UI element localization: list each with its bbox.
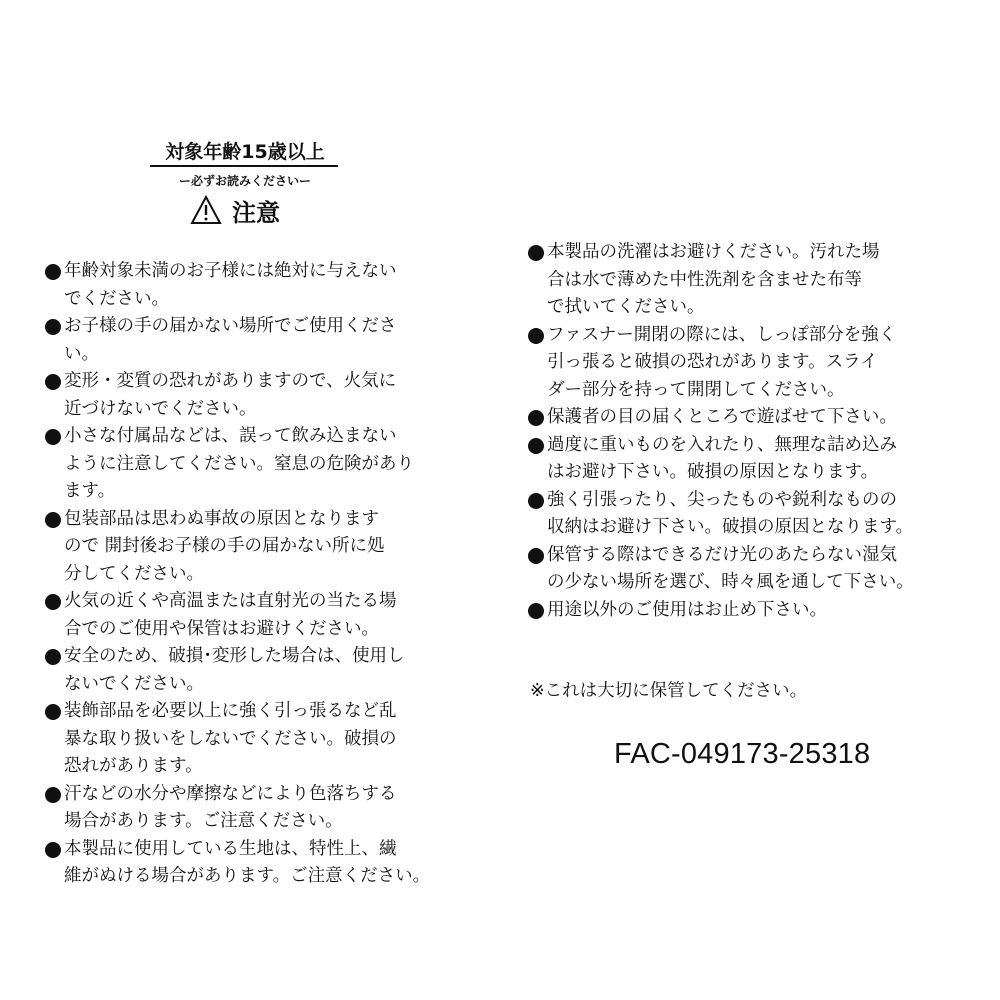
bullet-icon [45, 842, 61, 858]
warning-item: 本製品に使用している生地は、特性上、繊 維がぬける場合があります。ご注意ください。 [45, 836, 485, 891]
bullet-icon [45, 319, 61, 335]
bullet-icon [528, 548, 544, 564]
bullet-icon [528, 410, 544, 426]
warning-item: 包装部品は思わぬ事故の原因となります ので 開封後お子様の手の届かない所に処 分してください。 [45, 506, 485, 589]
warning-item: 安全のため、破損･変形した場合は、使用し ないでください。 [45, 643, 485, 698]
warning-item: 変形・変質の恐れがありますので、火気に 近づけないでください。 [45, 368, 485, 423]
age-title: 対象年齢15歳以上 [165, 141, 325, 163]
bullet-icon [45, 512, 61, 528]
warning-item: 火気の近くや高温または直射光の当たる場 合でのご使用や保管はお避けください。 [45, 588, 485, 643]
bullet-icon [45, 594, 61, 610]
bullet-icon [45, 264, 61, 280]
warning-item: 年齢対象未満のお子様には絶対に与えない でください。 [45, 258, 485, 313]
bullet-icon [528, 603, 544, 619]
bullet-icon [528, 245, 544, 261]
warning-item: 本製品の洗濯はお避けください。汚れた場 合は水で薄めた中性洗剤を含ませた布等 で拭いてください。 [528, 239, 968, 322]
bullet-icon [528, 438, 544, 454]
warning-item: 過度に重いものを入れたり、無理な詰め込み はお避け下さい。破損の原因となります。 [528, 432, 968, 487]
title-underline [150, 165, 338, 167]
warning-item: お子様の手の届かない場所でご使用くださ い。 [45, 313, 485, 368]
storage-note: ※これは大切に保管してください。 [530, 681, 808, 701]
warning-item: 小さな付属品などは、誤って飲み込まない ように注意してください。窒息の危険があり ます。 [45, 423, 485, 506]
bullet-icon [45, 704, 61, 720]
warning-item: 装飾部品を必要以上に強く引っ張るなど乱 暴な取り扱いをしないでください。破損の 恐れがあります。 [45, 698, 485, 781]
bullet-icon [528, 493, 544, 509]
warning-item: 用途以外のご使用はお止め下さい。 [528, 597, 968, 625]
left-warning-list [45, 258, 485, 891]
warning-item: 汗などの水分や摩擦などにより色落ちする 場合があります。ご注意ください。 [45, 781, 485, 836]
caution-heading [190, 193, 280, 227]
bullet-icon [45, 374, 61, 390]
caution-label: 注意 [232, 198, 280, 227]
right-warning-list [528, 239, 968, 624]
read-notice: ー必ずお読みくださいー [178, 174, 311, 188]
warning-item: 保護者の目の届くところで遊ばせて下さい。 [528, 404, 968, 432]
bullet-icon [528, 328, 544, 344]
product-code: FAC-049173-25318 [614, 738, 871, 770]
warning-item: ファスナー開閉の際には、しっぽ部分を強く 引っ張ると破損の恐れがあります。スライ ダー部分を持って開閉してください。 [528, 322, 968, 405]
warning-item: 強く引張ったり、尖ったものや鋭利なものの 収納はお避け下さい。破損の原因となります。 [528, 487, 968, 542]
bullet-icon [45, 787, 61, 803]
warning-item: 保管する際はできるだけ光のあたらない湿気 の少ない場所を選び、時々風を通して下さい。 [528, 542, 968, 597]
warning-triangle-icon [190, 195, 222, 225]
bullet-icon [45, 649, 61, 665]
bullet-icon [45, 429, 61, 445]
